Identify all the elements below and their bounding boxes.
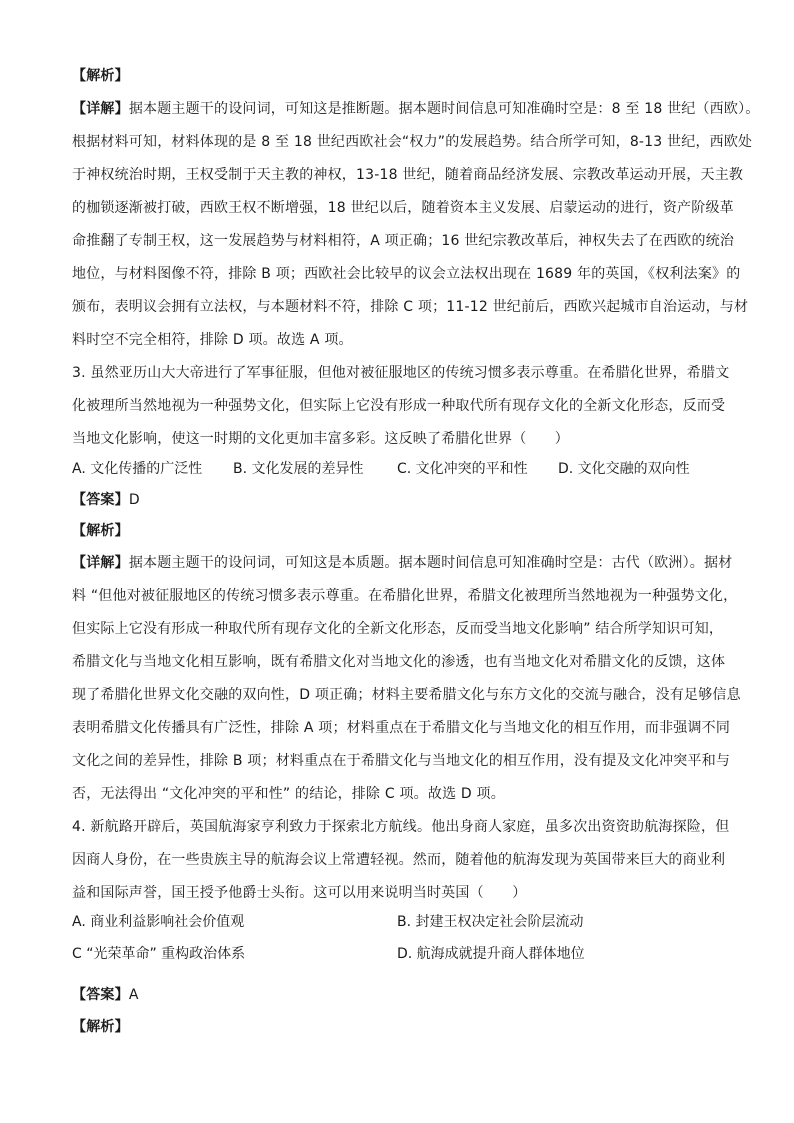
answer-tag: 【答案】	[72, 492, 129, 508]
question-stem-line: 益和国际声誉，国王授予他爵士头衔。这可以用来说明当时英国（ ）	[72, 885, 527, 901]
detail-tag: 【详解】	[72, 101, 129, 117]
option-d: D. 航海成就提升商人群体地位	[397, 946, 585, 962]
analysis-line: 料时空不完全相符，排除 D 项。故选 A 项。	[72, 332, 353, 348]
analysis-line: 于神权统治时期，王权受制于天主教的神权，13-18 世纪，随着商品经济发展、宗教改革运动开展，天主教	[72, 167, 744, 183]
analysis-line	[72, 99, 759, 119]
analysis-line: 现了希腊化世界文化交融的双向性，D 项正确；材料主要希腊文化与东方文化的交流与融合，没有足够信息	[72, 687, 741, 703]
question-stem-line: 因商人身份，在一些贵族主导的航海会议上常遭轻视。然而，随着他的航海发现为英国带来巨大的商业利	[72, 852, 726, 868]
detail-tag: 【详解】	[72, 555, 129, 571]
analysis-heading: 【解析】	[72, 1019, 129, 1035]
answer-tag: 【答案】	[72, 987, 129, 1003]
analysis-text: 据本题主题干的设问词，可知这是本质题。据本题时间信息可知准确时空是：古代（欧洲）。据材	[128, 555, 733, 571]
analysis-line: 但实际上它没有形成一种取代所有现存文化的全新文化形态，反而受当地文化影响” 结合所学知识可知，	[72, 621, 724, 637]
question-stem-line: 4. 新航路开辟后，英国航海家亨利致力于探索北方航线。他出身商人家庭，虽多次出资资助航海探险，但	[72, 819, 730, 835]
analysis-line: 根据材料可知，材料体现的是 8 至 18 世纪西欧社会“权力”的发展趋势。结合所学可知，8-13 世纪，西欧处	[72, 134, 753, 150]
option-a: A. 商业利益影响社会价值观	[72, 914, 245, 930]
analysis-line: 表明希腊文化传播具有广泛性，排除 A 项；材料重点在于希腊文化与当地文化的相互作用，而非强调不同	[72, 720, 731, 736]
analysis-heading: 【解析】	[72, 523, 129, 539]
analysis-line: 否，无法得出 “文化冲突的平和性” 的结论，排除 C 项。故选 D 项。	[72, 786, 505, 802]
option-c: C “光荣革命” 重构政治体系	[72, 946, 246, 962]
option-b: B. 封建王权决定社会阶层流动	[397, 914, 584, 930]
answer-line	[72, 985, 139, 1005]
analysis-line: 地位，与材料图像不符，排除 B 项；西欧社会比较早的议会立法权出现在 1689 年的英国，《权利法案》的	[72, 266, 741, 282]
analysis-line: 命推翻了专制王权，这一发展趋势与材料相符，A 项正确；16 世纪宗教改革后，神权失去了在西欧的统治	[72, 233, 735, 249]
analysis-line: 料 “但他对被征服地区的传统习惯多表示尊重。在希腊化世界，希腊文化被理所当然地视为一种强势文化，	[72, 588, 738, 604]
question-stem-line: 化被理所当然地视为一种强势文化，但实际上它没有形成一种取代所有现存文化的全新文化形态，反而受	[72, 398, 726, 414]
analysis-text: 据本题主题干的设问词，可知这是推断题。据本题时间信息可知准确时空是：8 至 18 世纪（西欧）。	[128, 101, 760, 117]
analysis-line: 文化之间的差异性，排除 B 项；材料重点在于希腊文化与当地文化的相互作用，没有提及文化冲突平和与	[72, 753, 731, 769]
answer-line	[72, 490, 140, 510]
option-a: A. 文化传播的广泛性	[72, 461, 203, 477]
answer-value: A	[128, 987, 139, 1003]
option-c: C. 文化冲突的平和性	[397, 461, 528, 477]
analysis-line	[72, 553, 732, 573]
option-d: D. 文化交融的双向性	[558, 461, 690, 477]
analysis-line: 的枷锁逐渐被打破，西欧王权不断增强，18 世纪以后，随着资本主义发展、启蒙运动的进行，资产阶级革	[72, 200, 734, 216]
analysis-line: 颁布，表明议会拥有立法权，与本题材料不符，排除 C 项；11-12 世纪前后，西欧兴起城市自治运动，与材	[72, 299, 749, 315]
answer-value: D	[128, 492, 140, 508]
analysis-line: 希腊文化与当地文化相互影响，既有希腊文化对当地文化的渗透，也有当地文化对希腊文化的反馈，这体	[72, 654, 726, 670]
question-stem-line: 当地文化影响，使这一时期的文化更加丰富多彩。这反映了希腊化世界（ ）	[72, 431, 569, 447]
question-stem-line: 3. 虽然亚历山大大帝进行了军事征服，但他对被征服地区的传统习惯多表示尊重。在希腊化世界，希腊文	[72, 365, 730, 381]
option-b: B. 文化发展的差异性	[233, 461, 364, 477]
analysis-heading: 【解析】	[72, 68, 129, 84]
